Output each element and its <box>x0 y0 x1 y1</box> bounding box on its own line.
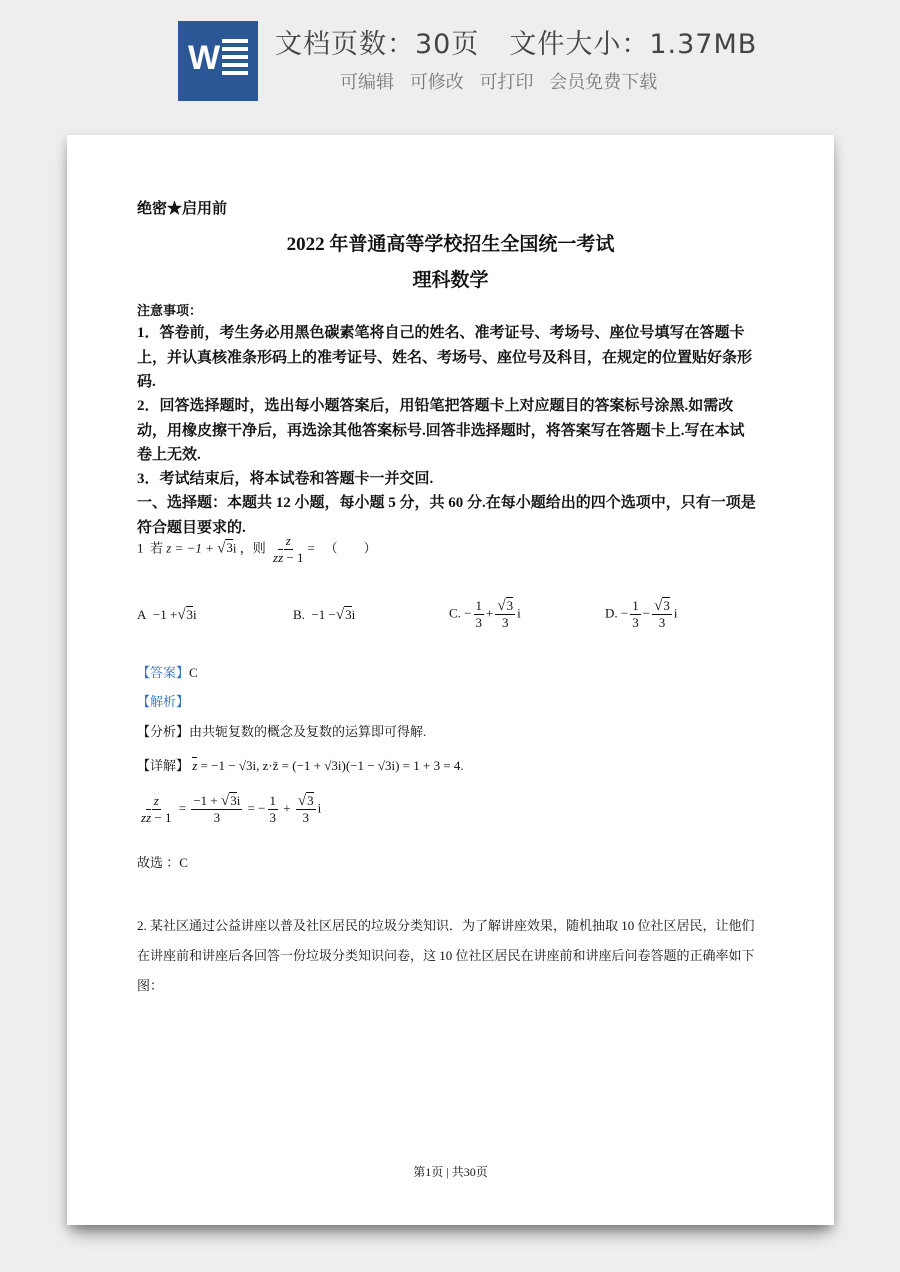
option-c: C. − $\frac{1}{3}$ + $\frac{√3}{3}$ i <box>449 598 521 630</box>
analysis-tag: 【解析】 <box>137 694 190 709</box>
notice-item-2: 2．回答选择题时，选出每小题答案后，用铅笔把答题卡上对应题目的答案标号涂黑.如需改动，用橡皮擦干净后，再选涂其他答案标号.回答非选择题时，将答案写在答题卡上.写在本试卷上无效. <box>137 398 745 463</box>
feature-list <box>340 68 667 94</box>
exam-subtitle: 理科数学 <box>412 270 489 291</box>
option-a: A −1 +√3i <box>137 607 197 623</box>
option-b: B. −1 −√3i <box>293 607 356 623</box>
exam-title: 2022 年普通高等学校招生全国统一考试 <box>286 234 615 255</box>
feature-printable: 可打印 <box>479 72 534 93</box>
answer-line <box>137 662 198 681</box>
detailed-solution: 【详解】 z = −1 − √3i, z·z̄ = (−1 + √3i)(−1 − √3i) = 1 + 3 = 4. <box>137 758 464 773</box>
notice-item-3: 3．考试结束后，将本试卷和答题卡一并交回. <box>137 471 434 487</box>
file-size: 文件大小：1.37MB <box>509 29 758 60</box>
section-heading: 一、选择题：本题共 12 小题，每小题 5 分，共 60 分.在每小题给出的四个选项中，只有一项是符合题目要求的. <box>137 495 756 536</box>
question-2: 2. 某社区通过公益讲座以普及社区居民的垃圾分类知识．为了解讲座效果，随机抽取 10 位社区居民，让他们在讲座前和讲座后各回答一份垃圾分类知识问卷，这 10 位社区居民在讲座前和讲座后问卷答题的正确率如下图： <box>137 918 755 993</box>
option-d: D. − $\frac{1}{3}$ − $\frac{√3}{3}$ i <box>605 598 678 630</box>
document-page <box>67 135 834 1225</box>
answer-tag: 【答案】 <box>137 665 190 680</box>
feature-editable: 可编辑 <box>340 72 394 93</box>
question-1: 1 若 z = −1 + √3i ，则 $\frac{z}{zz - 1}$ = （ ） <box>137 533 377 565</box>
final-choice: 故选 ：C <box>137 855 188 870</box>
file-info <box>275 22 757 61</box>
notice-item-1: 1．答卷前，考生务必用黑色碳素笔将自己的姓名、准考证号、考场号、座位号填写在答题卡上，并认真核准条形码上的准考证号、姓名、考场号、座位号及科目，在规定的位置贴好条形码. <box>137 325 753 390</box>
feature-modifiable: 可修改 <box>409 72 464 93</box>
page-count: 文档页数：30页 <box>275 29 480 60</box>
solution-equation: $\frac{z}{zz - 1}$ = $\frac{-1 + √3i}{3}$ = − $\frac{1}{3}$ + $\frac{√3}{3}$ i <box>141 793 322 825</box>
word-document-icon <box>178 21 258 101</box>
page-footer: 第1页 | 共30页 <box>413 1165 488 1179</box>
secret-label: 绝密★启用前 <box>137 201 228 217</box>
feature-member-download: 会员免费下载 <box>549 72 658 93</box>
answer-value: C <box>189 665 198 680</box>
analysis-summary: 【分析】由共轭复数的概念及复数的运算即可得解. <box>137 724 427 739</box>
word-logo-letter: W <box>188 39 221 77</box>
notice-heading: 注意事项： <box>137 303 203 318</box>
download-banner <box>0 0 900 135</box>
